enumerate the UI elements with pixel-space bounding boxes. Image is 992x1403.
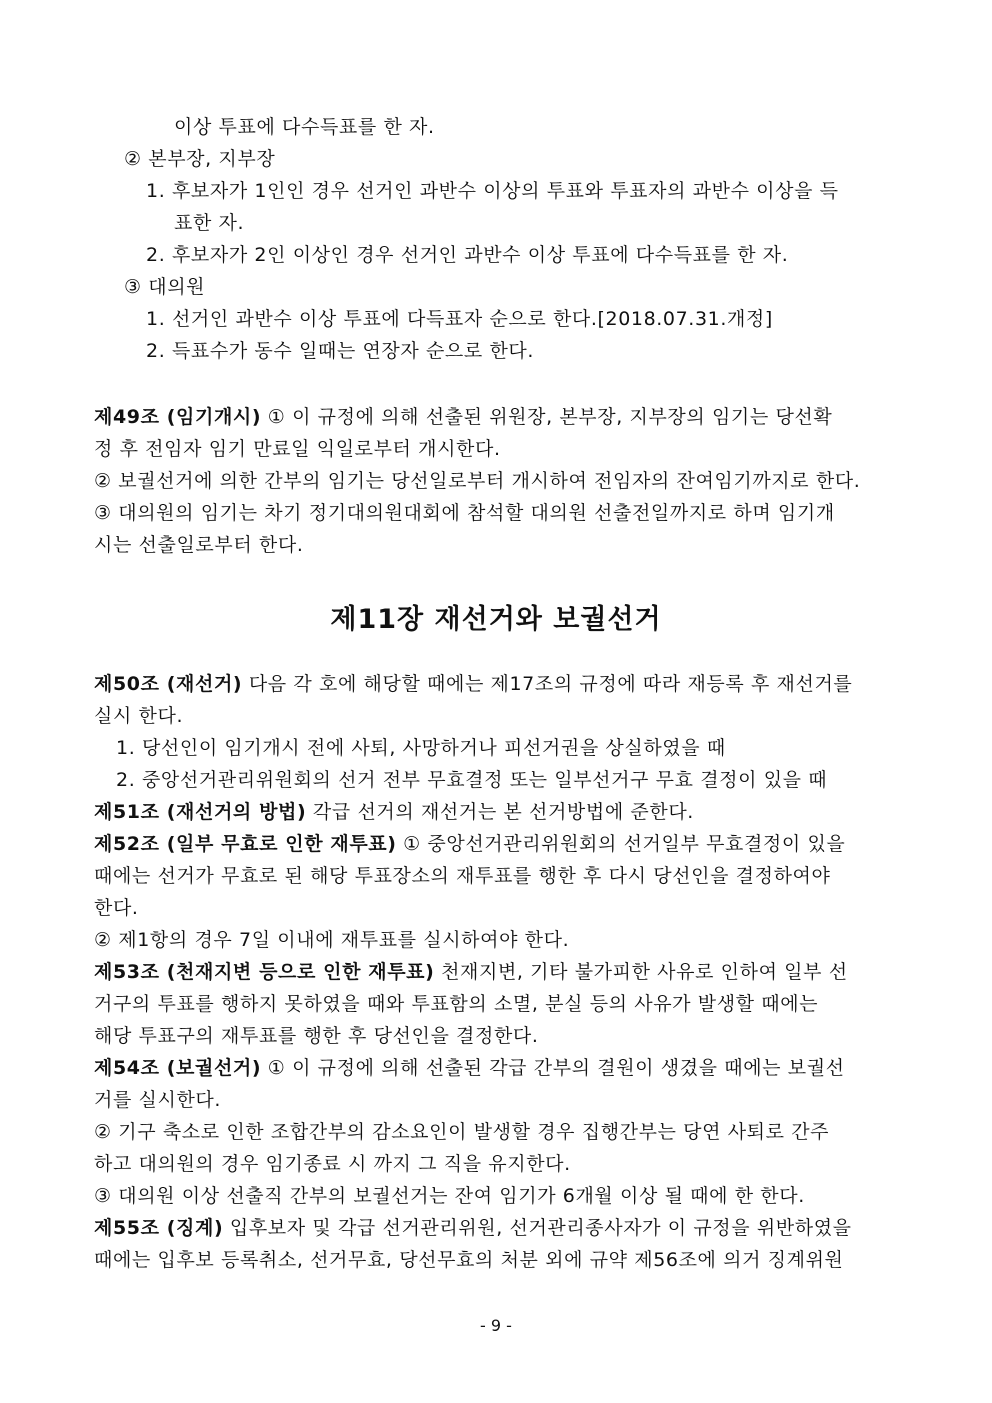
article-heading: 제49조 (임기개시) <box>94 406 262 428</box>
text-line: ③ 대의원 이상 선출직 간부의 보궐선거는 잔여 임기가 6개월 이상 될 때에 한 한다. <box>94 1185 805 1207</box>
article-52-line: 제52조 (일부 무효로 인한 재투표) ① 중앙선거관리위원회의 선거일부 무효결정이 있을 <box>94 833 846 855</box>
text-line: 때에는 입후보 등록취소, 선거무효, 당선무효의 처분 외에 규약 제56조에 의거 징계위원 <box>94 1249 844 1271</box>
text-line: 1. 후보자가 1인인 경우 선거인 과반수 이상의 투표와 투표자의 과반수 이상을 득 <box>146 180 839 202</box>
text-line: 시는 선출일로부터 한다. <box>94 534 304 556</box>
text-line: 한다. <box>94 897 139 919</box>
text-line: ③ 대의원 <box>124 276 206 298</box>
text-line: 이상 투표에 다수득표를 한 자. <box>174 116 435 138</box>
text-line: 1. 당선인이 임기개시 전에 사퇴, 사망하거나 피선거권을 상실하였을 때 <box>116 737 726 759</box>
article-53-line: 제53조 (천재지변 등으로 인한 재투표) 천재지변, 기타 불가피한 사유로 인하여 일부 선 <box>94 961 848 983</box>
text-line: 표한 자. <box>174 212 245 234</box>
chapter-title: 제11장 재선거와 보궐선거 <box>330 604 662 635</box>
text-line: 거구의 투표를 행하지 못하였을 때와 투표함의 소멸, 분실 등의 사유가 발생할 때에는 <box>94 993 819 1015</box>
text-line: 정 후 전임자 임기 만료일 익일로부터 개시한다. <box>94 438 501 460</box>
text-line: 때에는 선거가 무효로 된 해당 투표장소의 재투표를 행한 후 다시 당선인을 결정하여야 <box>94 865 831 887</box>
article-55-line: 제55조 (징계) 입후보자 및 각급 선거관리위원, 선거관리종사자가 이 규정을 위반하였을 <box>94 1217 852 1239</box>
article-heading: 제51조 (재선거의 방법) <box>94 801 307 823</box>
article-51-line: 제51조 (재선거의 방법) 각급 선거의 재선거는 본 선거방법에 준한다. <box>94 801 694 823</box>
article-heading: 제50조 (재선거) <box>94 673 243 695</box>
article-heading: 제54조 (보궐선거) <box>94 1057 262 1079</box>
text-line: ② 본부장, 지부장 <box>124 148 276 170</box>
article-54-line: 제54조 (보궐선거) ① 이 규정에 의해 선출된 각급 간부의 결원이 생겼을 때에는 보궐선 <box>94 1057 845 1079</box>
text-line: 1. 선거인 과반수 이상 투표에 다득표자 순으로 한다.[2018.07.31.개정] <box>146 308 773 330</box>
text-line: 거를 실시한다. <box>94 1089 222 1111</box>
article-heading: 제53조 (천재지변 등으로 인한 재투표) <box>94 961 435 983</box>
article-heading: 제52조 (일부 무효로 인한 재투표) <box>94 833 397 855</box>
text-line: ③ 대의원의 임기는 차기 정기대의원대회에 참석할 대의원 선출전일까지로 하며 임기개 <box>94 502 835 524</box>
text-line: 2. 후보자가 2인 이상인 경우 선거인 과반수 이상 투표에 다수득표를 한 자. <box>146 244 789 266</box>
text-line: 실시 한다. <box>94 705 184 727</box>
text-line: 2. 득표수가 동수 일때는 연장자 순으로 한다. <box>146 340 535 362</box>
page-number: - 9 - <box>480 1316 512 1335</box>
text-line: ② 기구 축소로 인한 조합간부의 감소요인이 발생할 경우 집행간부는 당연 사퇴로 간주 <box>94 1121 830 1143</box>
text-line: 하고 대의원의 경우 임기종료 시 까지 그 직을 유지한다. <box>94 1153 571 1175</box>
text-line: 2. 중앙선거관리위원회의 선거 전부 무효결정 또는 일부선거구 무효 결정이 있을 때 <box>116 769 828 791</box>
article-heading: 제55조 (징계) <box>94 1217 224 1239</box>
text-line: ② 보궐선거에 의한 간부의 임기는 당선일로부터 개시하여 전임자의 잔여임기까지로 한다. <box>94 470 861 492</box>
text-line: 해당 투표구의 재투표를 행한 후 당선인을 결정한다. <box>94 1025 539 1047</box>
article-49-line: 제49조 (임기개시) ① 이 규정에 의해 선출된 위원장, 본부장, 지부장의 임기는 당선확 <box>94 406 833 428</box>
article-50-line: 제50조 (재선거) 다음 각 호에 해당할 때에는 제17조의 규정에 따라 재등록 후 재선거를 <box>94 673 853 695</box>
text-line: ② 제1항의 경우 7일 이내에 재투표를 실시하여야 한다. <box>94 929 570 951</box>
